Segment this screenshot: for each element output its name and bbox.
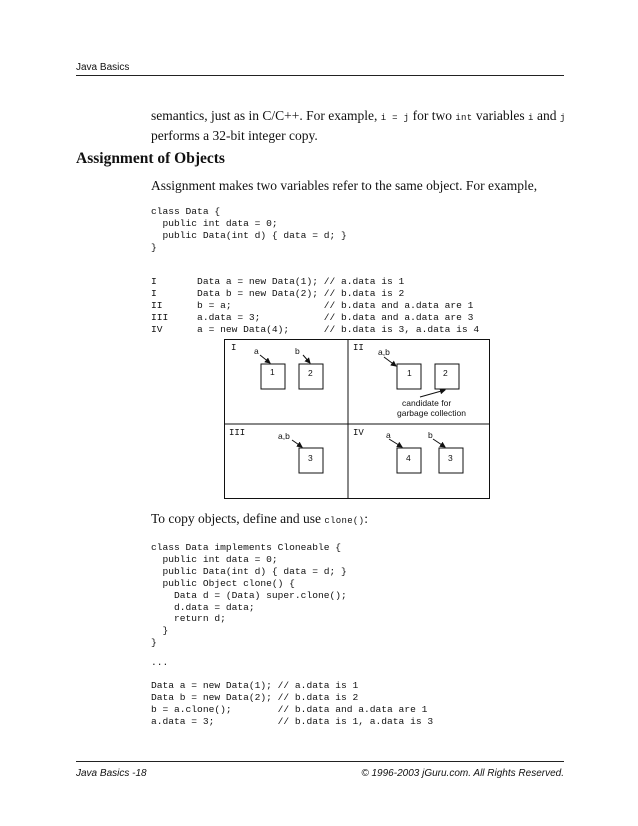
code-line: public Data(int d) { data = d; } [151,565,347,577]
code-line: class Data { [151,206,221,217]
code-block-clone-usage [151,680,433,728]
code-line: d.data = data; [151,601,255,613]
assignment-paragraph: Assignment makes two variables refer to the same object. For example, [151,178,538,193]
intro-paragraph [151,107,571,145]
q3-label: III [229,428,246,438]
section-heading: Assignment of Objects [76,150,225,167]
footer-rule [76,761,564,762]
code-line: } [151,241,157,253]
intro-code-2: int [455,113,473,123]
diagram-frame [225,340,490,499]
intro-text-3: variables [472,108,528,123]
code-line: Data b = new Data(2); // b.data is 2 [151,691,359,703]
q2-note-line-1: candidate for [402,398,452,408]
code-line: public Object clone() { [151,577,295,589]
page-header: Java Basics [76,62,130,73]
q1-arrow-a [260,355,270,363]
intro-line-2: performs a 32-bit integer copy. [151,128,318,143]
q3-arrow-ab [292,440,302,447]
q4-var-b: b [428,430,433,440]
intro-text-1: semantics, just as in C/C++. For example, [151,108,381,123]
code-line: Data a = new Data(1); // a.data is 1 [151,680,359,691]
header-rule [76,75,564,76]
q1-arrow-b [303,355,310,363]
code-line: public Data(int d) { data = d; } [151,229,347,241]
clone-text: To copy objects, define and use [151,511,325,526]
object-reference-diagram [224,339,490,499]
code-line: b = a.clone(); // b.data and a.data are 1 [151,703,428,715]
clone-code: clone() [324,516,365,526]
code-line: public int data = 0; [151,553,278,565]
q4-label: IV [353,428,364,438]
footer-page-label: Java Basics -18 [76,768,147,779]
intro-text-4: and [533,108,560,123]
q4-arrow-a [389,439,402,447]
code-line: public int data = 0; [151,217,278,229]
code-line: return d; [151,613,226,625]
intro-code-3: i [527,113,534,123]
q2-arrow-ab [384,357,396,366]
intro-code-1: i = j [380,113,410,123]
q1-box-2-value: 2 [308,368,313,378]
q4-var-a: a [386,430,391,440]
q4-box-2-value: 3 [448,453,453,463]
q1-label: I [231,343,237,353]
code-line: I Data a = new Data(1); // a.data is 1 [151,276,405,287]
code-line: II b = a; // b.data and a.data are 1 [151,299,474,311]
code-line: a.data = 3; // b.data is 1, a.data is 3 [151,715,434,727]
code-line: } [151,637,157,649]
q3-box-value: 3 [308,453,313,463]
q3-var-ab: a,b [278,431,290,441]
code-block-cloneable [151,542,347,649]
q2-var-ab: a,b [378,347,390,357]
code-block-class-data [151,206,347,254]
code-line: III a.data = 3; // b.data and a.data are 3 [151,311,474,323]
q2-arrow-candidate [420,390,445,397]
footer-copyright: © 1996-2003 jGuru.com. All Rights Reserved. [361,768,564,779]
code-line: } [151,625,169,637]
code-line: IV a = new Data(4); // b.data is 3, a.data is 4 [151,323,480,335]
q4-box-1-value: 4 [406,453,411,463]
code-line: Data d = (Data) super.clone(); [151,589,347,601]
q1-box-1-value: 1 [270,367,275,377]
code-line: I Data b = new Data(2); // b.data is 2 [151,287,405,299]
intro-code-4: j [559,113,566,123]
code-line: class Data implements Cloneable { [151,542,341,553]
q2-box-1-value: 1 [407,368,412,378]
code-ellipsis: ... [151,657,169,668]
q2-note-line-2: garbage collection [397,408,466,418]
q1-var-a: a [254,346,259,356]
q1-var-b: b [295,346,300,356]
intro-text-2: for two [409,108,456,123]
q4-arrow-b [433,439,445,447]
clone-colon: : [364,511,369,526]
code-block-assignments [151,276,479,336]
q2-box-2-value: 2 [443,368,448,378]
clone-paragraph [151,510,571,530]
q2-label: II [353,343,364,353]
